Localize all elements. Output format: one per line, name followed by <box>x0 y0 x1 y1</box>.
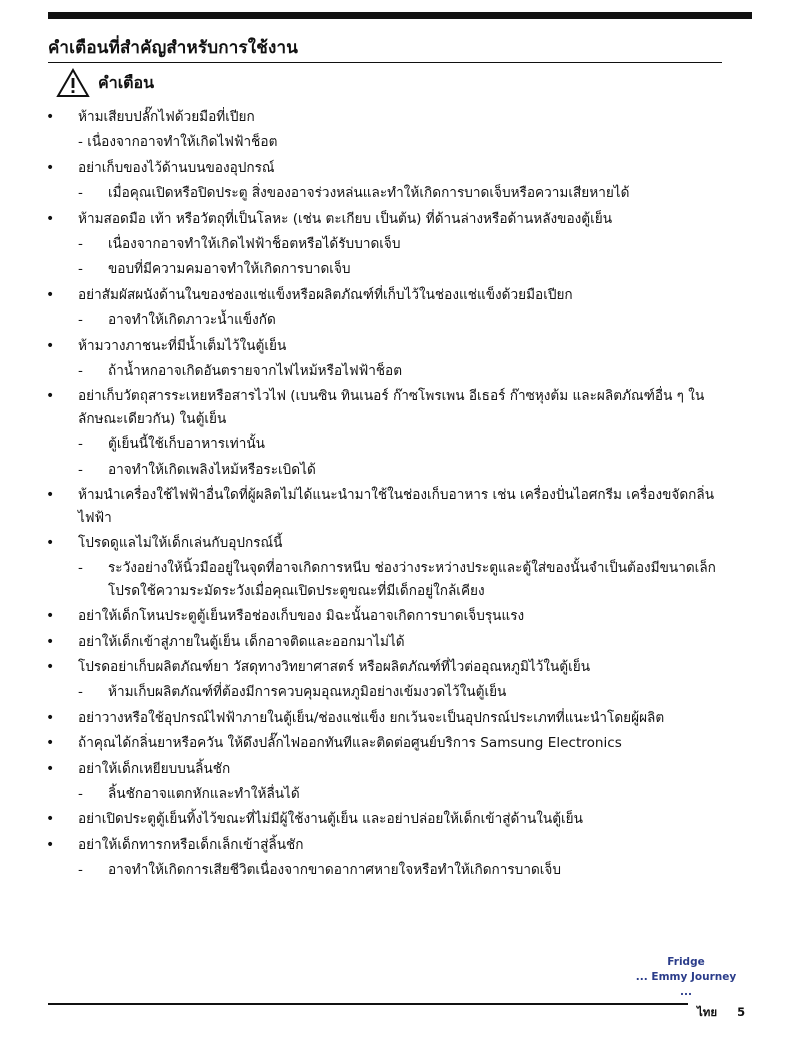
warning-sub-item: - ลิ้นชักอาจแตกหักและทำให้ลื่นได้ <box>46 783 726 805</box>
warning-label: คำเตือน <box>98 72 155 92</box>
page-number: 5 <box>737 1005 746 1019</box>
warning-item: • อย่าเก็บของไว้ด้านบนของอุปกรณ์ <box>46 157 726 179</box>
warning-item: • อย่าเก็บวัตถุสารระเหยหรือสารไวไฟ (เบนซิน ทินเนอร์ ก๊าซโพรเพน อีเธอร์ ก๊าซหุงต้ม และผลิตภัณฑ์อื่น ๆ ในลักษณะเดียวกัน) ในตู้เย็น <box>46 385 726 430</box>
warning-sub-item: - ตู้เย็นนี้ใช้เก็บอาหารเท่านั้น <box>46 433 726 455</box>
top-rule <box>48 12 752 19</box>
warning-triangle-icon <box>56 68 90 98</box>
warning-item: • ห้ามเสียบปลั๊กไฟด้วยมือที่เปียก <box>46 106 726 128</box>
warning-item: • อย่าให้เด็กโหนประตูตู้เย็นหรือช่องเก็บของ มิฉะนั้นอาจเกิดการบาดเจ็บรุนแรง <box>46 605 726 627</box>
warning-item: • อย่าวางหรือใช้อุปกรณ์ไฟฟ้าภายในตู้เย็น/ช่องแช่แข็ง ยกเว้นจะเป็นอุปกรณ์ประเภทที่แนะนำโดยผู้ผลิต <box>46 707 726 729</box>
watermark-line2: ... Emmy Journey ... <box>635 971 737 998</box>
warning-sub-item: - ขอบที่มีความคมอาจทำให้เกิดการบาดเจ็บ <box>46 258 726 280</box>
warning-sub-item: - เนื่องจากอาจทำให้เกิดไฟฟ้าช็อต <box>78 134 278 151</box>
watermark <box>630 955 742 1000</box>
warning-item: • อย่าสัมผัสผนังด้านในของช่องแช่แข็งหรือผลิตภัณฑ์ที่เก็บไว้ในช่องแช่แข็งด้วยมือเปียก <box>46 284 726 306</box>
warning-item: • โปรดดูแลไม่ให้เด็กเล่นกับอุปกรณ์นี้ <box>46 532 726 554</box>
warning-sub-item: - ถ้าน้ำหกอาจเกิดอันตรายจากไฟไหม้หรือไฟฟ้าช็อต <box>46 360 726 382</box>
warning-sub-item: - เนื่องจากอาจทำให้เกิดไฟฟ้าช็อตหรือได้รับบาดเจ็บ <box>46 233 726 255</box>
section-title: คำเตือนที่สำคัญสำหรับการใช้งาน <box>48 38 299 58</box>
warning-sub-item: - อาจทำให้เกิดเพลิงไหม้หรือระเบิดได้ <box>46 459 726 481</box>
watermark-line1: Fridge <box>667 956 705 968</box>
warning-item: • ห้ามนำเครื่องใช้ไฟฟ้าอื่นใดที่ผู้ผลิตไม่ได้แนะนำมาใช้ในช่องเก็บอาหาร เช่น เครื่องปั่นไอศกรีม เครื่องขจัดกลิ่นไฟฟ้า <box>46 484 726 529</box>
bottom-rule <box>48 1003 688 1005</box>
warning-item: • ถ้าคุณได้กลิ่นยาหรือควัน ให้ดึงปลั๊กไฟออกทันทีและติดต่อศูนย์บริการ Samsung Electronics <box>46 732 726 754</box>
warning-item: • อย่าให้เด็กเข้าสู่ภายในตู้เย็น เด็กอาจติดและออกมาไม่ได้ <box>46 631 726 653</box>
footer-language: ไทย <box>697 1005 718 1019</box>
warning-sub-item: - ห้ามเก็บผลิตภัณฑ์ที่ต้องมีการควบคุมอุณหภูมิอย่างเข้มงวดไว้ในตู้เย็น <box>46 681 726 703</box>
warning-sub-item: - ระวังอย่างให้นิ้วมืออยู่ในจุดที่อาจเกิดการหนีบ ช่องว่างระหว่างประตูและตู้ใส่ของนั้นจำเป็นต้องมีขนาดเล็ก โปรดใช้ความระมัดระวังเมื่อคุณเปิดประตูขณะที่มีเด็กอยู่ใกล้เคียง <box>46 557 726 602</box>
warning-item: • อย่าให้เด็กเหยียบบนลิ้นชัก <box>46 758 726 780</box>
warning-sub-item: - อาจทำให้เกิดภาวะน้ำแข็งกัด <box>46 309 726 331</box>
warnings-list <box>46 106 726 885</box>
title-rule <box>48 62 722 63</box>
page-footer <box>697 1004 761 1022</box>
warning-item: • โปรดอย่าเก็บผลิตภัณฑ์ยา วัสดุทางวิทยาศาสตร์ หรือผลิตภัณฑ์ที่ไวต่ออุณหภูมิไว้ในตู้เย็น <box>46 656 726 678</box>
warning-item: • อย่าเปิดประตูตู้เย็นทิ้งไว้ขณะที่ไม่มีผู้ใช้งานตู้เย็น และอย่าปล่อยให้เด็กเข้าสู่ด้านในตู้เย็น <box>46 808 726 830</box>
warning-item: • อย่าให้เด็กทารกหรือเด็กเล็กเข้าสู่ลิ้นชัก <box>46 834 726 856</box>
warning-sub-item: - เมื่อคุณเปิดหรือปิดประตู สิ่งของอาจร่วงหล่นและทำให้เกิดการบาดเจ็บหรือความเสียหายได้ <box>46 182 726 204</box>
warning-sub-item: - อาจทำให้เกิดการเสียชีวิตเนื่องจากขาดอากาศหายใจหรือทำให้เกิดการบาดเจ็บ <box>46 859 726 881</box>
warning-item: • ห้ามวางภาชนะที่มีน้ำเต็มไว้ในตู้เย็น <box>46 335 726 357</box>
warning-item: • ห้ามสอดมือ เท้า หรือวัตถุที่เป็นโลหะ (เช่น ตะเกียบ เป็นต้น) ที่ด้านล่างหรือด้านหลังของตู้เย็น <box>46 208 726 230</box>
warning-header <box>56 68 154 98</box>
